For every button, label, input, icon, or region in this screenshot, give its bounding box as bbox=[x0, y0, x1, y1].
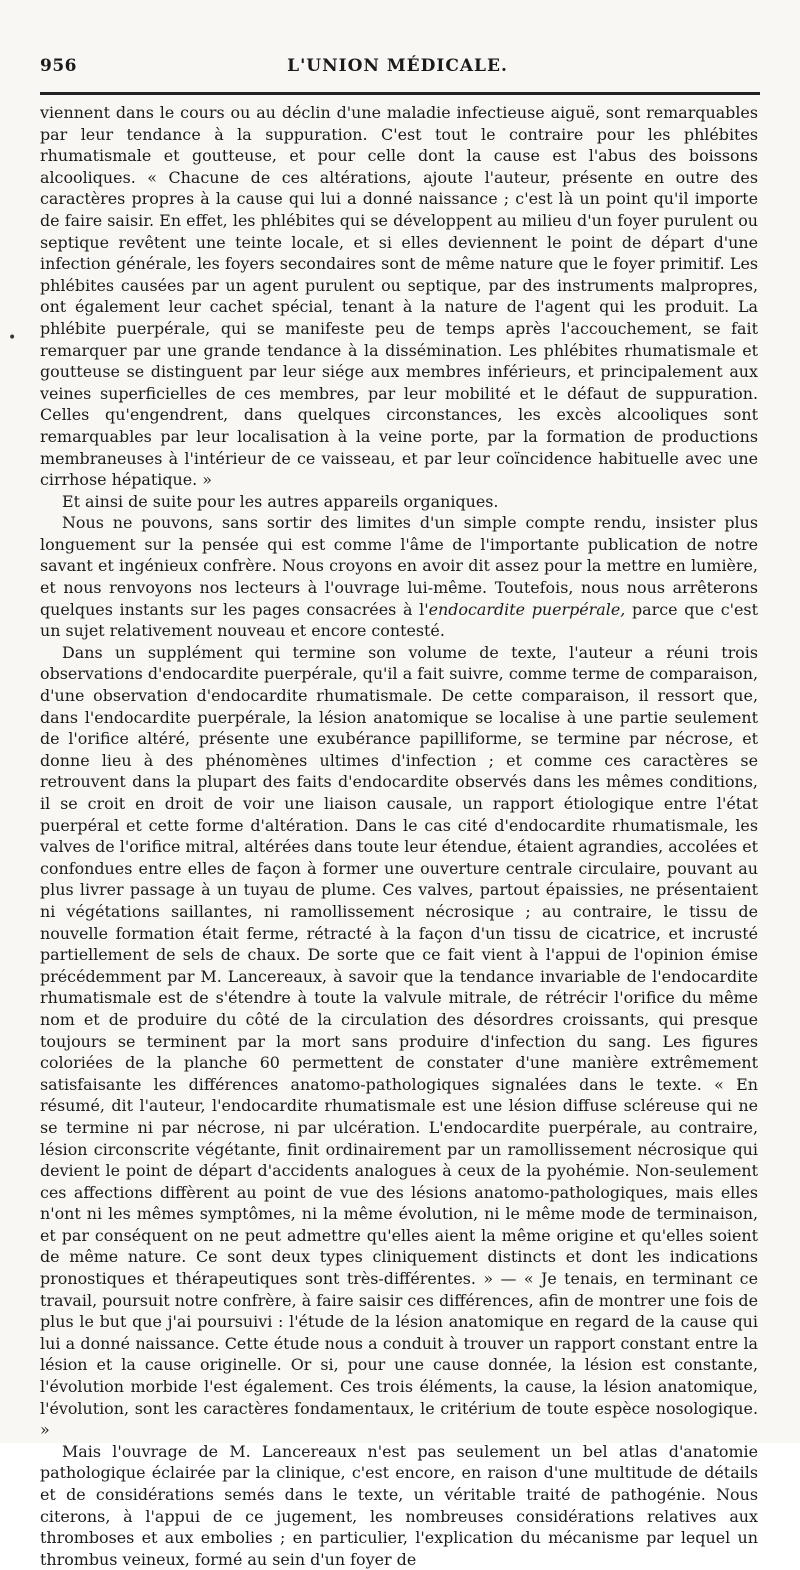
italic-text: endocardite puerpérale, bbox=[428, 599, 626, 619]
page-header bbox=[40, 56, 755, 86]
paragraph-text: Dans un supplément qui termine son volume de texte, l'auteur a réuni trois observations d'endocardite puerpérale, qu'il a fait suivre, comme terme de comparaison, d'une observation d'endocardite rhumatismale. De cette comparaison, il ressort que, dans l'endocardite puerpérale, la lésion anatomique se localise à une partie seulement de l'orifice altéré, présente une exubérance papilliforme, se termine par nécrose, et donne lieu à des phénomènes ultimes d'infection ; et comme ces caractères se retrouvent dans la plupart des faits d'endocardite observés dans les mêmes conditions, il se croit en droit de voir une liaison causale, un rapport étiologique entre l'état puerpéral et cette forme d'altération. Dans le cas cité d'endocardite rhumatismale, les valves de l'orifice mitral, altérées dans toute leur étendue, étaient agrandies, accolées et confondues entre elles de façon à former une ouverture centrale circulaire, pouvant au plus livrer passage à un tuyau de plume. Ces valves, partout épaissies, ne présentaient ni végétations saillantes, ni ramollissement nécrosique ; au contraire, le tissu de nouvelle formation était ferme, rétracté à la façon d'un tissu de cicatrice, et incrusté partiellement de sels de chaux. De sorte que ce fait vient à l'appui de l'opinion émise précédemment par M. Lancereaux, à savoir que la tendance invariable de l'endocardite rhumatismale est de s'étendre à toute la valvule mitrale, de rétrécir l'orifice du même nom et de produire du côté de la circulation des désordres croissants, qui presque toujours se terminent par la mort sans produire d'infection du sang. Les figures coloriées de la planche 60 permettent de constater d'une manière extrêmement satisfaisante les différences anatomo-pathologiques signalées dans le texte. « En résumé, dit l'auteur, l'endocardite rhumatismale est une lésion diffuse scléreuse qui ne se termine ni par nécrose, ni par ulcération. L'endocardite puerpérale, au contraire, lésion circonscrite végétante, finit ordinairement par un ramollissement nécrosique qui devient le point de départ d'accidents analogues à ceux de la pyohémie. Non-seulement ces affections diffèrent au point de vue des lésions anatomo-pathologiques, mais elles n'ont ni les mêmes symptômes, ni la même évolution, ni le même mode de terminaison, et par conséquent on ne peut admettre qu'elles aient la même origine et qu'elles soient de même nature. Ce sont deux types cliniquement distincts et dont les indications pronostiques et thérapeutiques sont très-différentes. » — « Je tenais, en terminant ce travail, poursuit notre confrère, à faire saisir ces différences, afin de montrer une fois de plus le but que j'ai poursuivi : l'étude de la lésion anatomique en regard de la cause qui lui a donné naissance. Cette étude nous a conduit à trouver un rapport constant entre la lésion et la cause originelle. Or si, pour une cause donnée, la lésion est constante, l'évolution morbide l'est également. Ces trois éléments, la cause, la lésion anatomique, l'évolution, sont les caractères fondamentaux, le critérium de toute espèce nosologique. » bbox=[40, 642, 758, 1440]
paragraph-text: Mais l'ouvrage de M. Lancereaux n'est pas seulement un bel atlas d'anatomie pathologique éclairée par la clinique, c'est encore, en raison d'une multitude de détails et de considérations semés dans le texte, un véritable traité de pathogénie. Nous citerons, à l'appui de ce jugement, les nombreuses considérations relatives aux thromboses et aux embolies ; en particulier, l'explication du mécanisme par lequel un thrombus veineux, formé au sein d'un foyer de bbox=[40, 1441, 758, 1569]
paragraph-text: Nous ne pouvons, sans sortir des limites d'un simple compte rendu, insister plus longuement sur la pensée qui est comme l'âme de l'importante publication de notre savant et ingénieux confrère. Nous croyons en avoir dit assez pour la mettre en lumière, et nous renvoyons nos lecteurs à l'ouvrage lui-même. Toutefois, nous nous arrêterons quelques instants sur les pages consacrées à l' bbox=[40, 513, 758, 619]
paragraph-text: parce que c'est un sujet relativement nouveau et encore contesté. bbox=[40, 599, 758, 641]
paragraph bbox=[40, 102, 758, 491]
header-rule bbox=[40, 92, 760, 95]
running-title: L'UNION MÉDICALE. bbox=[287, 56, 508, 76]
page-number: 956 bbox=[40, 56, 77, 76]
paragraph bbox=[40, 491, 758, 513]
paragraph bbox=[40, 1441, 758, 1570]
margin-mark: • bbox=[8, 330, 17, 346]
paragraph bbox=[40, 512, 758, 642]
article-body bbox=[40, 102, 758, 1570]
paragraph-text: viennent dans le cours ou au déclin d'une maladie infectieuse aiguë, sont remarquables par leur tendance à la suppuration. C'est tout le contraire pour les phlébites rhumatismale et goutteuse, et pour celle dont la cause est l'abus des boissons alcooliques. « Chacune de ces altérations, ajoute l'auteur, présente en outre des caractères propres à la cause qui lui a donné naissance ; c'est là un point qu'il importe de faire saisir. En effet, les phlébites qui se développent au milieu d'un foyer purulent ou septique revêtent une teinte locale, et si elles deviennent le point de départ d'une infection générale, les foyers secondaires sont de même nature que le foyer primitif. Les phlébites causées par un agent purulent ou septique, par des instruments malpropres, ont également leur cachet spécial, tenant à la nature de l'agent qui les produit. La phlébite puerpérale, qui se manifeste peu de temps après l'accouchement, se fait remarquer par une grande tendance à la dissémination. Les phlébites rhumatismale et goutteuse se distinguent par leur siége aux membres inférieurs, et principalement aux veines superficielles de ces membres, par leur mobilité et le défaut de suppuration. Celles qu'engendrent, dans quelques circonstances, les excès alcooliques sont remarquables par leur localisation à la veine porte, par la formation de productions membraneuses à l'intérieur de ce vaisseau, et par leur coïncidence habituelle avec une cirrhose hépatique. » bbox=[40, 103, 758, 490]
paragraph-text: Et ainsi de suite pour les autres appareils organiques. bbox=[62, 491, 499, 511]
paragraph bbox=[40, 642, 758, 1441]
